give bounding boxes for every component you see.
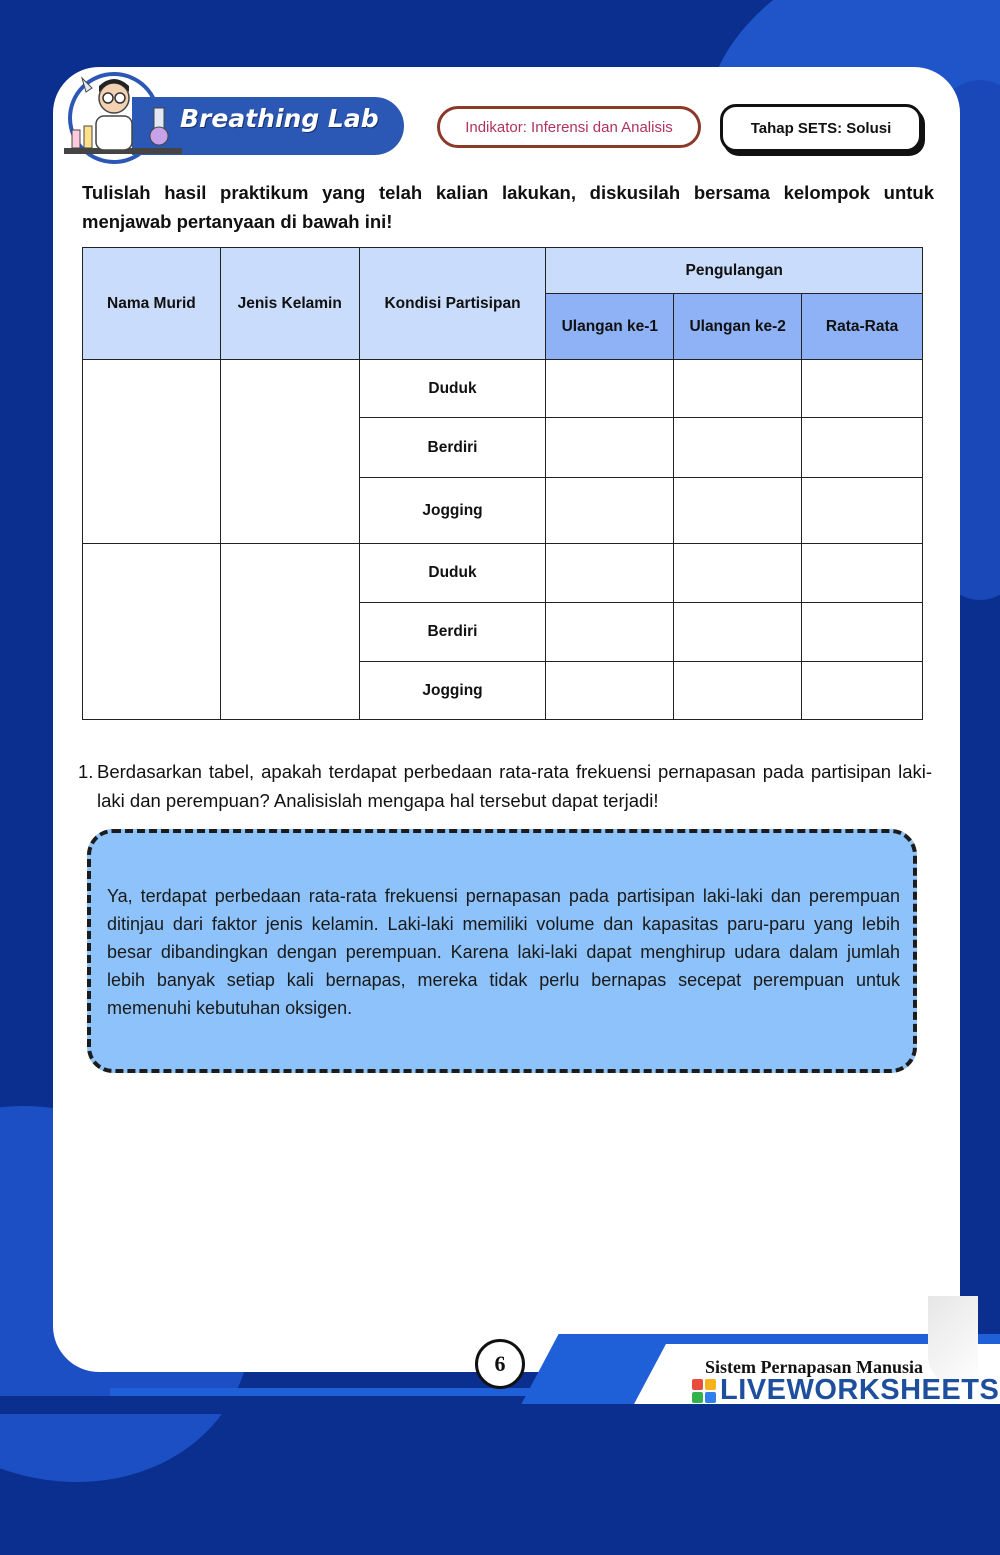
cell-jenis-kelamin-1[interactable] bbox=[220, 360, 359, 544]
cell-kondisi: Berdiri bbox=[359, 603, 546, 662]
cell-nama-murid-2[interactable] bbox=[83, 544, 221, 720]
cell-nama-murid-1[interactable] bbox=[83, 360, 221, 544]
cell-kondisi: Berdiri bbox=[359, 418, 546, 478]
cell-ulangan-1[interactable] bbox=[546, 418, 674, 478]
cell-kondisi: Jogging bbox=[359, 478, 546, 544]
header-ulangan-1: Ulangan ke-1 bbox=[546, 294, 674, 360]
indikator-pill: Indikator: Inferensi dan Analisis bbox=[437, 106, 701, 148]
cell-ulangan-2[interactable] bbox=[674, 418, 802, 478]
instruction-text: Tulislah hasil praktikum yang telah kalian lakukan, diskusilah bersama kelompok untuk menjawab pertanyaan di bawah ini! bbox=[82, 182, 934, 232]
logo-square bbox=[692, 1392, 703, 1403]
cell-ulangan-1[interactable] bbox=[546, 360, 674, 418]
header-pengulangan: Pengulangan bbox=[546, 248, 923, 294]
answer-text: Ya, terdapat perbedaan rata-rata frekuensi pernapasan pada partisipan laki-laki dan perempuan ditinjau dari faktor jenis kelamin. Laki-laki memiliki volume dan kapasitas paru-paru yang lebih besar dibandingkan dengan perempuan. Karena laki-laki dapat menghirup udara dalam jumlah lebih banyak setiap kali bernapas, mereka tidak perlu bernapas secepat perempuan untuk memenuhi kebutuhan oksigen. bbox=[107, 886, 900, 1018]
page-curl bbox=[928, 1296, 978, 1386]
question-1 bbox=[78, 757, 932, 815]
header-nama-murid: Nama Murid bbox=[83, 248, 221, 360]
cell-ulangan-2[interactable] bbox=[674, 360, 802, 418]
question-number: 1. bbox=[78, 761, 94, 782]
cell-rata-rata[interactable] bbox=[802, 544, 923, 603]
cell-rata-rata[interactable] bbox=[802, 360, 923, 418]
cell-ulangan-2[interactable] bbox=[674, 544, 802, 603]
cell-kondisi: Jogging bbox=[359, 662, 546, 720]
liveworksheets-brand: LIVEWORKSHEETS bbox=[720, 1374, 1000, 1406]
cell-kondisi: Duduk bbox=[359, 544, 546, 603]
liveworksheets-mark-icon bbox=[692, 1379, 716, 1403]
cell-rata-rata[interactable] bbox=[802, 418, 923, 478]
header-kondisi-partisipan: Kondisi Partisipan bbox=[359, 248, 546, 360]
results-table bbox=[82, 247, 923, 720]
cell-rata-rata[interactable] bbox=[802, 662, 923, 720]
cell-ulangan-2[interactable] bbox=[674, 662, 802, 720]
cell-ulangan-2[interactable] bbox=[674, 603, 802, 662]
cell-rata-rata[interactable] bbox=[802, 478, 923, 544]
logo-square bbox=[705, 1392, 716, 1403]
header-rata-rata: Rata-Rata bbox=[802, 294, 923, 360]
badge-title: Breathing Lab bbox=[180, 104, 379, 133]
cell-ulangan-1[interactable] bbox=[546, 544, 674, 603]
cell-ulangan-1[interactable] bbox=[546, 478, 674, 544]
table-row bbox=[83, 544, 923, 603]
header-jenis-kelamin: Jenis Kelamin bbox=[220, 248, 359, 360]
tahap-sets-pill: Tahap SETS: Solusi bbox=[720, 104, 922, 152]
footer-title: Sistem Pernapasan Manusia bbox=[705, 1357, 924, 1377]
cell-ulangan-1[interactable] bbox=[546, 662, 674, 720]
logo-square bbox=[705, 1379, 716, 1390]
cell-kondisi: Duduk bbox=[359, 360, 546, 418]
cell-ulangan-2[interactable] bbox=[674, 478, 802, 544]
scientist-mascot-icon bbox=[62, 68, 182, 166]
cell-jenis-kelamin-2[interactable] bbox=[220, 544, 359, 720]
table-row bbox=[83, 360, 923, 418]
logo-square bbox=[692, 1379, 703, 1390]
question-text: Berdasarkan tabel, apakah terdapat perbedaan rata-rata frekuensi pernapasan pada partisipan laki-laki dan perempuan? Analisislah mengapa hal tersebut dapat terjadi! bbox=[97, 761, 932, 811]
liveworksheets-logo[interactable] bbox=[692, 1374, 999, 1407]
header-ulangan-2: Ulangan ke-2 bbox=[674, 294, 802, 360]
page-number: 6 bbox=[475, 1339, 525, 1389]
cell-rata-rata[interactable] bbox=[802, 603, 923, 662]
cell-ulangan-1[interactable] bbox=[546, 603, 674, 662]
